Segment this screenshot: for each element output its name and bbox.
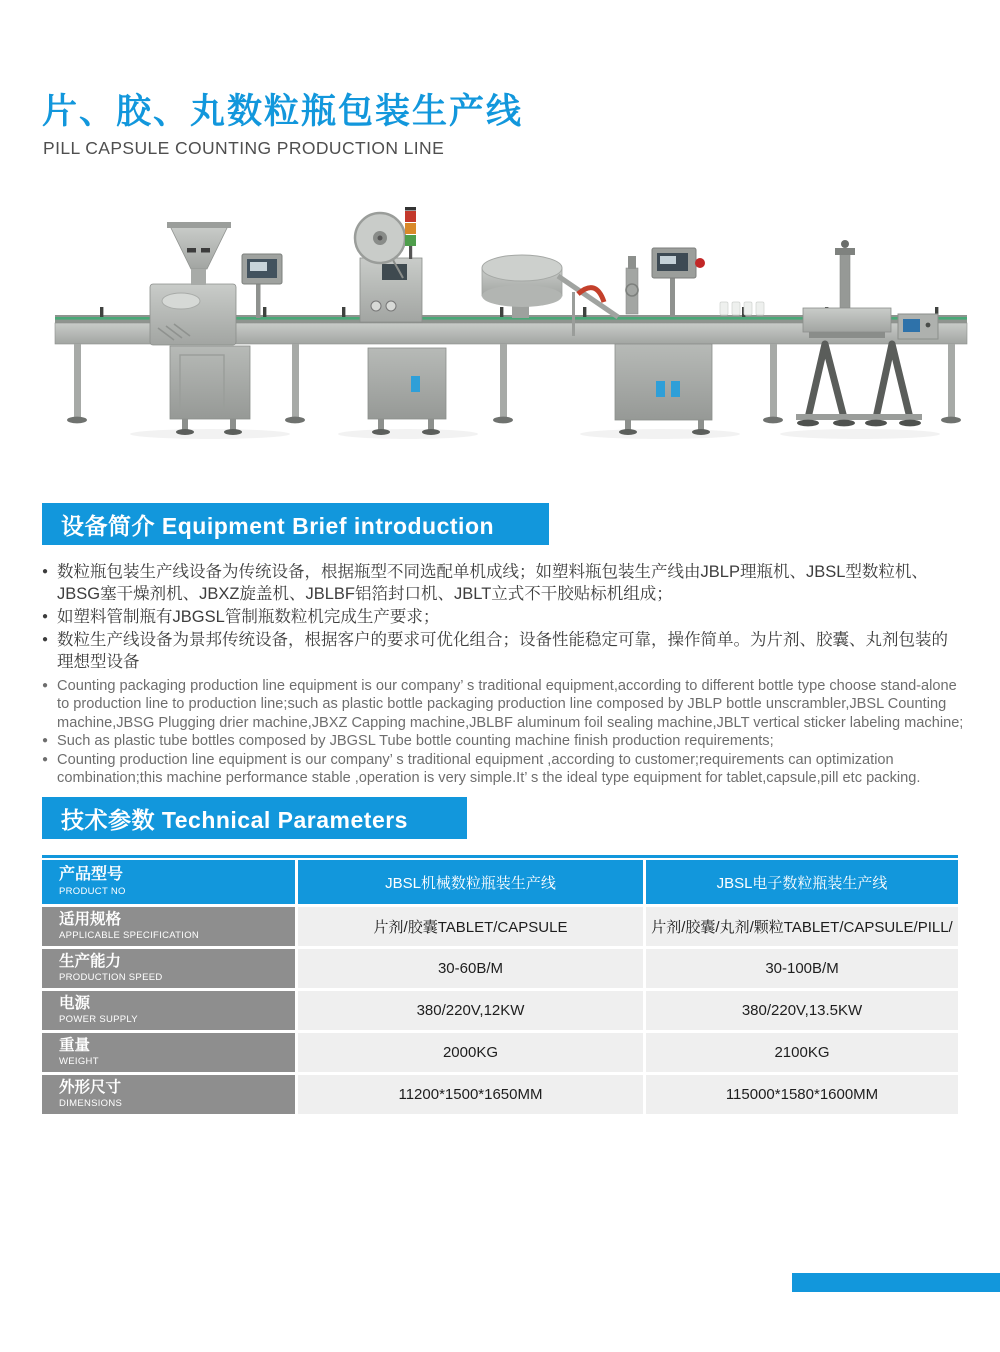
page-subtitle: PILL CAPSULE COUNTING PRODUCTION LINE <box>43 138 445 158</box>
sealing-machine <box>796 240 938 426</box>
bullet-icon: ● <box>42 633 49 645</box>
row-label-production-speed <box>42 949 295 988</box>
bullet-text: Counting packaging production line equipment is our company’ s traditional equipment,according to different bottle type choose stand-alone to production line to production line;such as plastic bottle packaging production line composed by JBLP bottle unscrambler,JBSL Counting machine,JBSG Plugging drier machine,JBXZ Capping machine,JBLBF aluminum foil sealing machine,JBLT vertical sticker labeling machine; <box>57 677 964 731</box>
table-cell: 30-100B/M <box>646 949 958 988</box>
bullet-text: Counting production line equipment is our company’ s traditional equipment ,according to customer;requirements can optimization combination;this machine performance stable ,operation is very simple.It’ s the ideal type equipment for tablet,capsule,pill etc packing. <box>57 751 921 787</box>
row-label-en: DIMENSIONS <box>59 1097 123 1109</box>
signal-tower-light <box>405 207 416 259</box>
table-top-rule <box>42 855 958 858</box>
header-label-en: PRODUCT NO <box>59 885 126 897</box>
bullet-item <box>42 732 964 751</box>
table-cell: 片剂/胶囊TABLET/CAPSULE <box>298 907 643 946</box>
row-label-en: PRODUCTION SPEED <box>59 971 163 983</box>
bullet-icon: ● <box>42 679 49 691</box>
row-label-cn: 适用规格 <box>59 910 122 928</box>
floor-shadows <box>130 429 940 439</box>
row-label-en: WEIGHT <box>59 1055 99 1067</box>
bullet-text: 数粒生产线设备为景邦传统设备，根据客户的要求可优化组合；设备性能稳定可靠，操作简单。为片剂、胶囊、丸剂包装的理想型设备 <box>57 630 949 671</box>
header-label-cn: 产品型号 <box>59 866 124 884</box>
table-header-product-no <box>42 860 295 904</box>
table-header-mechanical-line: JBSL机械数粒瓶装生产线 <box>298 860 643 904</box>
page-title: 片、胶、丸数粒瓶包装生产线 <box>42 92 524 131</box>
row-label-power-supply <box>42 991 295 1030</box>
row-label-applicable-specification <box>42 907 295 946</box>
row-label-dimensions <box>42 1075 295 1114</box>
table-header-electronic-line: JBSL电子数粒瓶装生产线 <box>646 860 958 904</box>
table-cell: 115000*1580*1600MM <box>646 1075 958 1114</box>
table-cell: 片剂/胶囊/丸剂/颗粒TABLET/CAPSULE/PILL/ <box>646 907 958 946</box>
bullet-item <box>42 607 964 629</box>
table-cell: 2100KG <box>646 1033 958 1072</box>
production-line-photo <box>30 196 970 446</box>
bullet-item <box>42 562 964 606</box>
bullet-item <box>42 677 964 733</box>
bullet-list-english <box>42 677 964 788</box>
footer-accent-bar <box>792 1273 1000 1292</box>
bullet-text: 数粒瓶包装生产线设备为传统设备，根据瓶型不同选配单机成线；如塑料瓶包装生产线由JBLP理瓶机、JBSL型数粒机、JBSG塞干燥剂机、JBXZ旋盖机、JBLBF铝箔封口机、JBLT立式不干胶贴标机组成； <box>57 563 928 603</box>
section-header-equipment-brief: 设备简介 Equipment Brief introduction <box>42 503 549 545</box>
hopper <box>170 226 228 269</box>
table-cell: 2000KG <box>298 1033 643 1072</box>
bullet-icon: ● <box>42 610 49 622</box>
technical-parameters-table <box>42 855 958 1114</box>
table-cell: 11200*1500*1650MM <box>298 1075 643 1114</box>
bullet-icon: ● <box>42 753 49 765</box>
row-label-cn: 重量 <box>59 1036 91 1054</box>
emergency-stop-button <box>695 258 705 268</box>
row-label-en: POWER SUPPLY <box>59 1013 138 1025</box>
sealing-head <box>803 308 891 332</box>
feed-chute <box>558 276 618 317</box>
table-cell: 30-60B/M <box>298 949 643 988</box>
bullet-item <box>42 630 964 674</box>
equipment-brief-body <box>42 562 964 788</box>
bullet-icon: ● <box>42 735 49 747</box>
row-label-cn: 外形尺寸 <box>59 1078 122 1096</box>
row-label-weight <box>42 1033 295 1072</box>
bullet-text: Such as plastic tube bottles composed by JBGSL Tube bottle counting machine finish production requirements; <box>57 733 774 750</box>
bullet-text: 如塑料管制瓶有JBGSL管制瓶数粒机完成生产要求； <box>57 607 440 626</box>
bullet-item <box>42 751 964 788</box>
table-cell: 380/220V,12KW <box>298 991 643 1030</box>
row-label-cn: 电源 <box>59 994 91 1012</box>
bullet-icon: ● <box>42 566 49 577</box>
section-header-technical-parameters: 技术参数 Technical Parameters <box>42 797 467 839</box>
bullet-list-chinese <box>42 562 964 674</box>
row-label-en: APPLICABLE SPECIFICATION <box>59 929 200 941</box>
row-label-cn: 生产能力 <box>59 952 122 970</box>
table-cell: 380/220V,13.5KW <box>646 991 958 1030</box>
